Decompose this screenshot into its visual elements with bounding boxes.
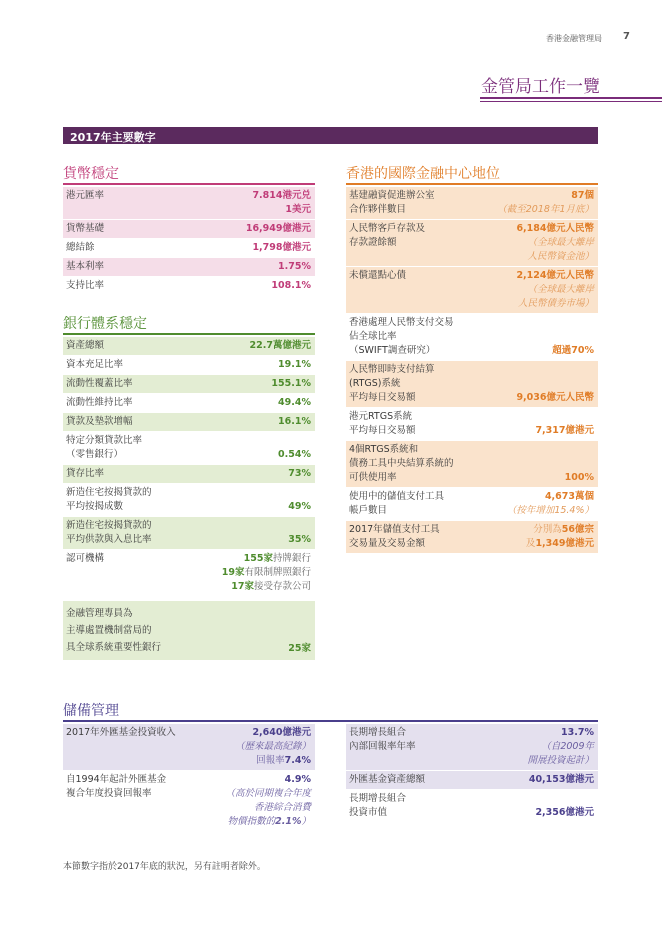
page-number: 7 [623, 31, 630, 42]
row-label: 港元RTGS系統 平均每日交易額 [349, 411, 416, 436]
row-label: 人民幣客戶存款及 存款證餘額 [349, 223, 426, 248]
row-value: 22.7萬億港元 [249, 340, 311, 351]
row-value: 7.814港元兑 1美元 [252, 190, 311, 215]
ifc-rule [346, 183, 598, 185]
reserves-left-table [63, 724, 315, 832]
table-row [346, 314, 598, 361]
table-row [346, 488, 598, 521]
table-row [63, 413, 315, 432]
row-value: 2,356億港元 [535, 807, 594, 818]
table-row [63, 239, 315, 258]
table-row [63, 375, 315, 394]
row-label: 基本利率 [66, 261, 105, 272]
title-rule [480, 97, 662, 99]
row-label: 未償還點心債 [349, 270, 407, 281]
row-value: 19.1% [278, 359, 311, 370]
table-row [63, 337, 315, 356]
footnote: 本節數字指於2017年底的狀況，另有註明者除外。 [63, 862, 266, 872]
table-row [63, 550, 315, 601]
row-label: 4個RTGS系統和 債務工具中央結算系統的 可供使用率 [349, 444, 454, 483]
table-row [63, 771, 315, 832]
banking-title: 銀行體系穩定 [63, 316, 147, 332]
row-value: 100% [564, 472, 594, 483]
row-label: 貸存比率 [66, 468, 105, 479]
row-value: 1,798億港元 [252, 242, 311, 253]
table-row [346, 267, 598, 314]
row-value: 7,317億港元 [535, 425, 594, 436]
table-row [346, 771, 598, 790]
row-value: 2,124億元人民幣 （全球最大離岸 人民幣債券市場） [516, 270, 594, 309]
key-figures-banner: 2017年主要數字 [63, 127, 598, 144]
row-value: 16.1% [278, 416, 311, 427]
row-label: 流動性維持比率 [66, 397, 133, 408]
monetary-table [63, 187, 315, 296]
row-label: 金融管理專員為 主導處置機制當局的 具全球系統重要性銀行 [66, 608, 162, 653]
row-label: 港元匯率 [66, 190, 105, 201]
row-value: 25家 [288, 643, 311, 654]
row-label: 自1994年起計外匯基金 複合年度投資回報率 [66, 774, 167, 799]
monetary-title: 貨幣穩定 [63, 166, 119, 182]
row-label: 資本充足比率 [66, 359, 124, 370]
table-row [346, 187, 598, 220]
row-label: 總結餘 [66, 242, 95, 253]
row-value: 6,184億元人民幣 （全球最大離岸 人民幣資金池） [516, 223, 594, 262]
row-value: 超過70% [552, 345, 594, 356]
row-label: 新造住宅按揭貸款的 平均按揭成數 [66, 487, 152, 512]
table-row [63, 394, 315, 413]
table-row [346, 408, 598, 441]
monetary-rule [63, 183, 315, 185]
reserves-rule [63, 720, 598, 722]
table-row [346, 361, 598, 408]
table-row [63, 484, 315, 517]
row-label: 2017年外匯基金投資收入 [66, 727, 176, 738]
row-value: 155家持牌銀行 19家有限制牌照銀行 17家接受存款公司 [221, 553, 311, 592]
row-label: 資產總額 [66, 340, 105, 351]
ifc-table [346, 187, 598, 554]
row-label: 貸款及墊款增幅 [66, 416, 133, 427]
table-row [63, 220, 315, 239]
title-rule-thin [480, 101, 662, 102]
banking-rule [63, 333, 315, 335]
row-value: 49.4% [278, 397, 311, 408]
row-label: 流動性覆蓋比率 [66, 378, 133, 389]
table-row [63, 432, 315, 465]
row-label: 特定分類貸款比率 （零售銀行） [66, 435, 143, 460]
page-title: 金管局工作一覽 [481, 77, 600, 97]
row-value: 4.9% （高於同期複合年度 香港綜合消費 物價指數的2.1%） [225, 774, 311, 827]
ifc-title: 香港的國際金融中心地位 [346, 166, 500, 182]
row-value: 155.1% [271, 378, 311, 389]
reserves-right-table [346, 724, 598, 823]
row-label: 外匯基金資產總額 [349, 774, 426, 785]
row-label: 長期增長組合 投資市值 [349, 793, 407, 818]
banking-table [63, 337, 315, 661]
row-label: 新造住宅按揭貸款的 平均供款與入息比率 [66, 520, 152, 545]
table-row [346, 220, 598, 267]
table-row [346, 441, 598, 488]
row-value: 13.7% （自2009年 開展投資起計） [527, 727, 594, 766]
table-row [346, 724, 598, 771]
table-row [63, 277, 315, 296]
table-row [63, 356, 315, 375]
row-value: 35% [288, 534, 311, 545]
row-label: 人民幣即時支付結算 (RTGS)系統 平均每日交易額 [349, 364, 435, 403]
row-label: 貨幣基礎 [66, 223, 105, 234]
row-value: 73% [288, 468, 311, 479]
row-value: 分別為56億宗 及1,349億港元 [525, 524, 594, 549]
row-value: 40,153億港元 [528, 774, 594, 785]
row-label: 使用中的儲值支付工具 帳戶數目 [349, 491, 445, 516]
table-row [63, 517, 315, 550]
header-org: 香港金融管理局 [546, 34, 602, 43]
row-value: 87個 （截至2018年1月底） [497, 190, 594, 215]
table-row [63, 724, 315, 771]
row-value: 16,949億港元 [245, 223, 311, 234]
row-value: 2,640億港元 （歷來最高紀錄） 回報率7.4% [234, 727, 311, 766]
row-value: 1.75% [278, 261, 311, 272]
table-row [346, 521, 598, 554]
table-row [63, 258, 315, 277]
table-row [63, 465, 315, 484]
table-row [346, 790, 598, 823]
table-row [63, 187, 315, 220]
table-row [63, 601, 315, 661]
row-label: 長期增長組合 內部回報率年率 [349, 727, 416, 752]
row-label: 基建融資促進辦公室 合作夥伴數目 [349, 190, 435, 215]
row-label: 認可機構 [66, 553, 105, 564]
row-value: 108.1% [271, 280, 311, 291]
row-value: 4,673萬個 （按年增加15.4%） [506, 491, 594, 516]
row-value: 0.54% [278, 449, 311, 460]
row-label: 香港處理人民幣支付交易 佔全球比率 （SWIFT調查研究） [349, 317, 454, 356]
row-label: 支持比率 [66, 280, 105, 291]
row-label: 2017年儲值支付工具 交易量及交易金額 [349, 524, 440, 549]
reserves-title: 儲備管理 [63, 703, 119, 719]
row-value: 9,036億元人民幣 [516, 392, 594, 403]
row-value: 49% [288, 501, 311, 512]
